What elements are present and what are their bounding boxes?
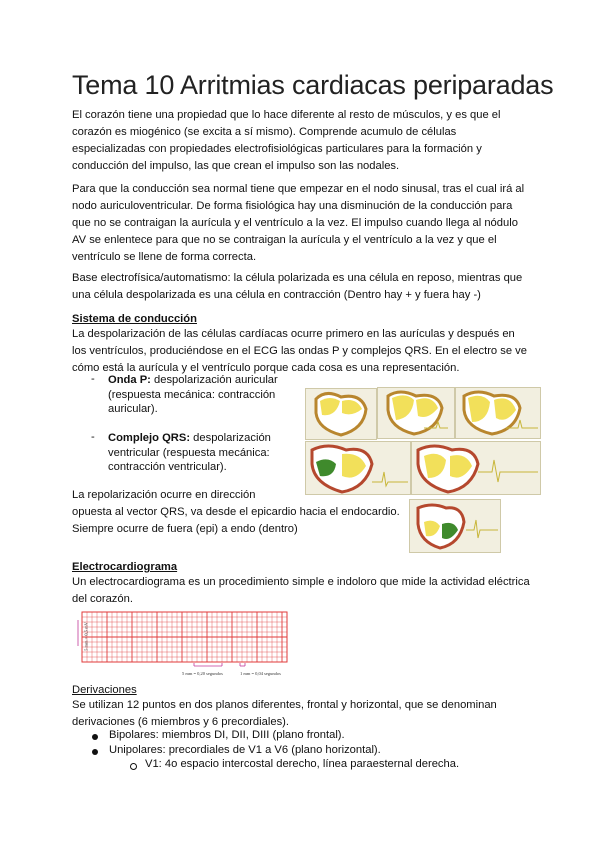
- heart-figure-5: [411, 441, 541, 495]
- ecg-grid: [72, 608, 292, 680]
- base-electrofisica-paragraph: [72, 270, 532, 304]
- term-desc: despolarización: [190, 432, 271, 444]
- ecg-paragraph: [72, 574, 532, 608]
- list-dash: -: [91, 373, 95, 385]
- text-line: corazón es miogénico (se excita a sí mismo). Comprende acumulo de células: [72, 126, 457, 138]
- section-heading-derivaciones: Derivaciones: [72, 684, 137, 696]
- text-line: conducción del impulso, las que crean el impulso son las nodales.: [72, 160, 400, 172]
- conduction-paragraph: [72, 181, 532, 266]
- heart-figure-6: [409, 499, 501, 553]
- term-desc: ventricular (respuesta mecánica:: [108, 446, 270, 459]
- repolarizacion-paragraph: [72, 487, 412, 538]
- text-line: del corazón.: [72, 593, 133, 605]
- list-item-v1: V1: 4o espacio intercostal derecho, línea paraesternal derecha.: [145, 758, 460, 770]
- ecg-label-1mm: 1 mm = 0,04 segundos: [240, 671, 281, 676]
- text-line: nodo auriculoventricular. De forma fisiológica hay una disminución de la conducción para: [72, 200, 513, 212]
- heart-figure-2: [377, 387, 455, 439]
- text-line: ventrículo se llene de forma correcta.: [72, 251, 257, 263]
- ecg-vertical-label: 5 mm = 0,5 mV: [83, 622, 89, 651]
- text-line: especializadas con propiedades electrofisiológicas particulares para la formación y: [72, 143, 482, 155]
- sistema-paragraph: [72, 326, 532, 377]
- text-line: Un electrocardiograma es un procedimiento simple e indoloro que mide la actividad eléctrica: [72, 576, 530, 588]
- heart-illustration: [410, 500, 500, 552]
- text-line: cómo está la aurícula y el ventrículo porque cada cosa es una representación.: [72, 362, 460, 374]
- section-heading-sistema: Sistema de conducción: [72, 313, 197, 325]
- derivaciones-paragraph: [72, 697, 532, 731]
- list-item-bipolares: Bipolares: miembros DI, DII, DIII (plano frontal).: [109, 729, 345, 741]
- ecg-grid-figure: [72, 608, 292, 680]
- bullet-icon: [92, 734, 98, 740]
- text-line: una célula despolarizada es una célula en contracción (Dentro hay + y fuera hay -): [72, 289, 481, 301]
- text-line: Siempre ocurre de fuera (epi) a endo (dentro): [72, 523, 298, 535]
- text-line: que no se contraigan la aurícula y el ventrículo a la vez. El impulso cuando llega al nódulo: [72, 217, 518, 229]
- term-label: Complejo QRS:: [108, 432, 191, 444]
- term-label: Onda P:: [108, 374, 151, 386]
- heart-illustration: [456, 388, 540, 438]
- text-line: La despolarización de las células cardíacas ocurre primero en las aurículas y después en: [72, 328, 515, 340]
- term-desc: despolarización auricular: [150, 374, 278, 386]
- list-dash: -: [91, 431, 95, 443]
- section-heading-ecg: Electrocardiograma: [72, 561, 178, 573]
- term-desc: (respuesta mecánica: contracción: [108, 388, 276, 401]
- text-line: Base electrofísica/automatismo: la célula polarizada es una célula en reposo, mientras que: [72, 272, 523, 284]
- term-desc: contracción ventricular).: [108, 461, 227, 474]
- text-line: Para que la conducción sea normal tiene que empezar en el nodo sinusal, tras el cual irá al: [72, 183, 525, 195]
- heart-figure-1: [305, 388, 377, 440]
- heart-figure-3: [455, 387, 541, 439]
- heart-illustration: [412, 442, 540, 494]
- ecg-label-5mm: 5 mm = 0,20 segundos: [182, 671, 223, 676]
- list-item-unipolares: Unipolares: precordiales de V1 a V6 (plano horizontal).: [109, 744, 381, 756]
- text-line: Se utilizan 12 puntos en dos planos diferentes, frontal y horizontal, que se denominan: [72, 699, 497, 711]
- text-line: opuesta al vector QRS, va desde el epicardio hacia el endocardio.: [72, 506, 400, 518]
- text-line: La repolarización ocurre en dirección: [72, 489, 256, 501]
- page-title: Tema 10 Arritmias cardiacas periparadas: [72, 70, 554, 100]
- text-line: los ventrículos, produciéndose en el ECG las ondas P y complejos QRS. En el electro se ve: [72, 345, 527, 357]
- circle-bullet-icon: [130, 763, 137, 770]
- text-line: derivaciones (6 miembros y 6 precordiales).: [72, 716, 289, 728]
- term-desc: auricular).: [108, 403, 158, 416]
- intro-paragraph: [72, 107, 532, 175]
- bullet-icon: [92, 749, 98, 755]
- text-line: El corazón tiene una propiedad que lo hace diferente al resto de músculos, y es que el: [72, 109, 501, 121]
- heart-illustration: [306, 389, 376, 439]
- heart-illustration: [378, 388, 454, 438]
- text-line: AV se enlentece para que no se contraigan la aurícula y el ventrículo a la vez y que el: [72, 234, 497, 246]
